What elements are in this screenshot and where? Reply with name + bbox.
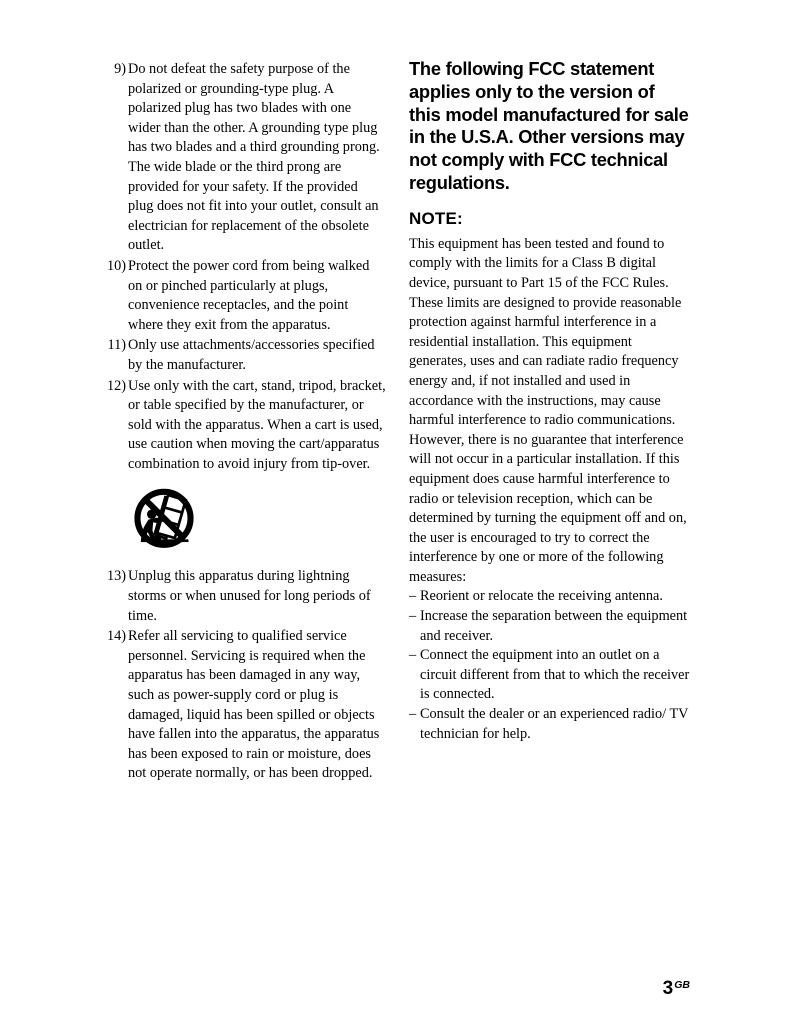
note-paragraph: This equipment has been tested and found to comply with the limits for a Class B digital device, pursuant to Part 15 of the FCC Rules. These limits are designed to provide reasonable protection against harmful interference in a residential installation. This equipment generates, uses and can radiate radio frequency energy and, if not installed and used in accordance with the instructions, may cause harmful interference to radio communications. However, there is no guarantee that interference will not occur in a particular installation. If this equipment does cause harmful interference to radio or television reception, which can be determined by turning the equipment off and on, the user is encouraged to try to correct the interference by one or more of the following measures: [409, 235, 687, 585]
list-item-text: Consult the dealer or an experienced radio/ TV technician for help. [420, 706, 689, 742]
list-item-text: Refer all servicing to qualified service personnel. Servicing is required when the apparatus has been damaged in any way, such as power-supply cord or plug is damaged, liquid has been spilled or objects have fallen into the apparatus, the apparatus has been exposed to rain or moisture, does not operate normally, or has been dropped. [128, 628, 380, 782]
fcc-statement-column [409, 58, 690, 744]
list-item-marker: 14) [106, 628, 126, 645]
list-item [103, 336, 386, 375]
list-item-marker: 12) [106, 377, 126, 394]
list-item [103, 567, 386, 626]
list-item [103, 257, 386, 335]
list-item [409, 646, 690, 705]
list-item [103, 377, 386, 475]
list-item [409, 587, 690, 607]
list-item [103, 627, 386, 784]
page-region-suffix: GB [674, 979, 690, 991]
list-item-marker: 10) [106, 257, 126, 274]
list-item-dash: – [409, 706, 417, 723]
list-item-dash: – [409, 588, 417, 605]
list-item-marker: 9) [114, 61, 126, 77]
page-folio [663, 979, 690, 998]
list-item-text: Protect the power cord from being walked on or pinched particularly at plugs, convenience receptacles, and the point where they exit from the apparatus. [128, 257, 370, 333]
page-number: 3 [662, 978, 674, 999]
fcc-heading: The following FCC statement applies only to the version of this model manufactured for sale in the U.S.A. Other versions may not comply with FCC technical regulations. [409, 58, 689, 193]
list-item-text: Only use attachments/accessories specified by the manufacturer. [128, 337, 375, 373]
safety-instructions-column [103, 60, 386, 785]
list-item-text: Increase the separation between the equipment and receiver. [420, 608, 688, 644]
note-label: NOTE: [409, 208, 463, 228]
safety-instructions-list-continued [103, 567, 386, 784]
list-item-text: Unplug this apparatus during lightning storms or when unused for long periods of time. [128, 568, 371, 624]
cart-tip-over-prohibition-icon [130, 487, 198, 555]
corrective-measures-list [409, 587, 690, 744]
list-item-dash: – [409, 647, 417, 664]
list-item [409, 705, 690, 744]
list-item-marker: 13) [106, 568, 126, 585]
list-item-dash: – [409, 608, 417, 625]
list-item-text: Reorient or relocate the receiving antenna. [420, 588, 663, 605]
list-item-text: Do not defeat the safety purpose of the polarized or grounding-type plug. A polarized plug has two blades with one wider than the other. A grounding type plug has two blades and a third grounding prong. The wide blade or the third prong are provided for your safety. If the provided plug does not fit into your outlet, consult an electrician for replacement of the obsolete outlet. [128, 61, 380, 254]
list-item-marker: 11) [107, 337, 126, 354]
list-item-text: Use only with the cart, stand, tripod, bracket, or table specified by the manufacturer, or sold with the apparatus. When a cart is used, use caution when moving the cart/apparatus combination to avoid injury from tip-over. [128, 377, 386, 472]
list-item-text: Connect the equipment into an outlet on a circuit different from that to which the receiver is connected. [420, 647, 690, 703]
safety-instructions-list [103, 60, 386, 474]
list-item [103, 60, 386, 256]
list-item [409, 607, 690, 646]
